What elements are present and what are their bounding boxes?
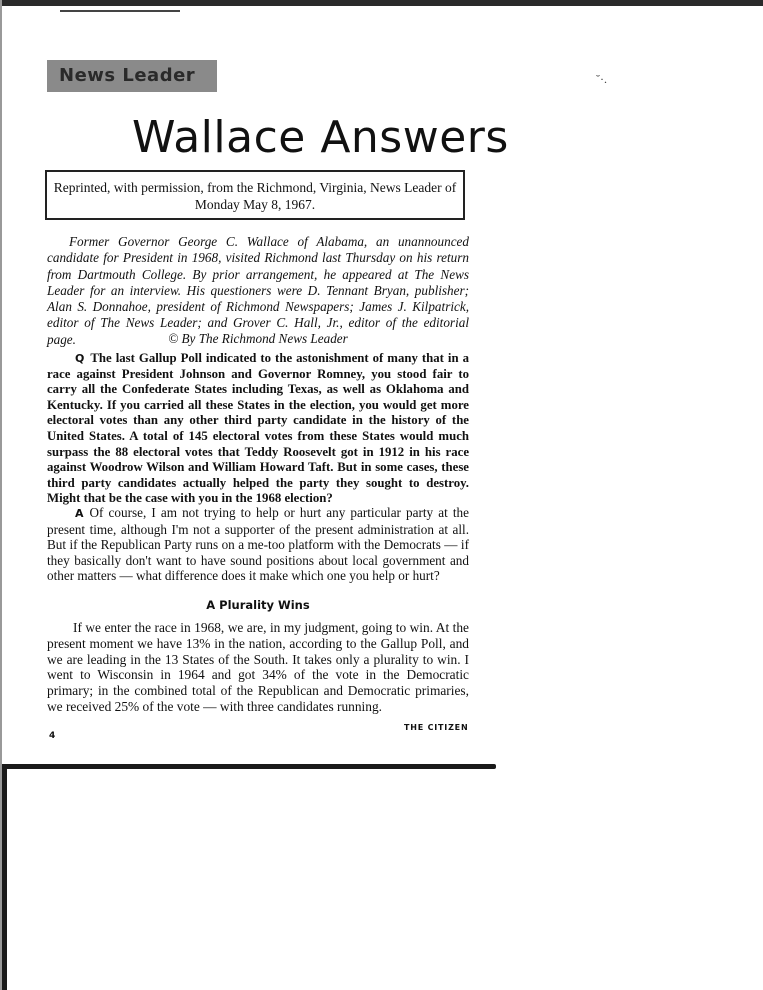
scan-mark [60, 10, 180, 12]
article-title: Wallace Answers [132, 112, 509, 163]
scan-speck: ˘·. [596, 72, 607, 86]
body-paragraph: If we enter the race in 1968, we are, in my judgment, going to win. At the present moment we have 13% in the nation, according to the Gallup Poll, and we are leading in the 13 States of the South. It takes only a plurality to win. I went to Wisconsin in 1964 and got 34% of the vote in the Democratic primary; in the combined total of the Republican and Democratic primaries, we received 25% of the vote — with three candidates running. [47, 620, 469, 714]
scan-edge-top [0, 0, 763, 6]
copyright-line: © By The Richmond News Leader [168, 331, 348, 346]
intro-paragraph: Former Governor George C. Wallace of Alabama, an unannounced candidate for President in 1968, visited Richmond last Thursday on his return from Dartmouth College. By prior arrangement, he appeared at The News Leader for an interview. His questioners were D. Tennant Bryan, publisher; Alan S. Donnahoe, president of Richmond Newspapers; James J. Kilpatrick, editor of The News Leader; and Grover C. Hall, Jr., editor of the editorial page. [47, 234, 469, 347]
answer-marker: A [75, 507, 84, 520]
reprint-notice-box: Reprinted, with permission, from the Richmond, Virginia, News Leader of Monday May 8, 1967. [45, 170, 465, 220]
question-text: The last Gallup Poll indicated to the astonishment of many that in a race against President Johnson and Governor Romney, you stood fair to carry all the Confederate States including Texas, as well as Oklahoma and Kentucky. If you carried all these States in the election, you would get more electoral votes than any other third party candidate in the history of the United States. A total of 145 electoral votes from these States would much surpass the 88 electoral votes that Teddy Roosevelt got in 1912 in his race against Woodrow Wilson and William Howard Taft. But in some cases, these third party candidates actually helped the party they sought to destroy. Might that be the case with you in the 1968 election? [47, 351, 469, 506]
page-number: 4 [49, 731, 56, 741]
question-marker: Q [75, 352, 85, 365]
answer-text: Of course, I am not trying to help or hurt any particular party at the present time, although I'm not a supporter of the present administration at all. But if the Republican Party runs on a me-too platform with the Democrats — if they basically don't want to have sound positions about local government and other matters — what difference does it make which one you help or hurt? [47, 505, 469, 584]
question-paragraph [47, 351, 469, 507]
section-subheading: A Plurality Wins [206, 598, 310, 612]
scan-edge-corner [2, 764, 7, 990]
publication-name: THE CITIZEN [404, 723, 469, 732]
answer-paragraph [47, 505, 469, 584]
scan-edge-rule [4, 764, 496, 769]
masthead-banner: News Leader [47, 60, 217, 92]
